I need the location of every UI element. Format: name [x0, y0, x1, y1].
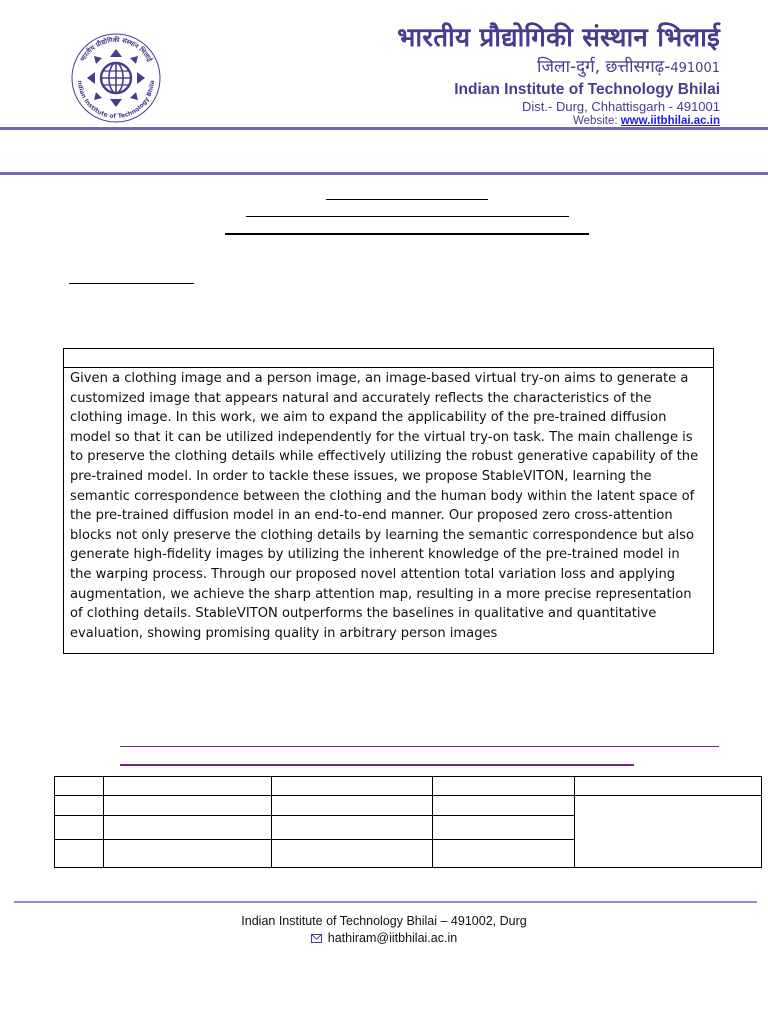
table-cell	[433, 816, 575, 840]
table-cell	[272, 777, 433, 796]
table-cell	[272, 816, 433, 840]
institute-website	[573, 115, 720, 127]
table-cell	[55, 777, 104, 796]
footer-address: Indian Institute of Technology Bhilai – 491002, Durg	[241, 914, 527, 928]
table-cell	[104, 796, 272, 816]
table-cell	[433, 777, 575, 796]
header-divider-bottom	[0, 172, 768, 175]
abstract-header-cell	[64, 349, 713, 368]
blank-line-label	[69, 283, 194, 284]
blank-line-2	[246, 216, 569, 217]
institute-name-english: Indian Institute of Technology Bhilai	[454, 81, 720, 98]
blank-line-3	[225, 233, 589, 235]
pincode-hindi: 491001	[670, 61, 720, 76]
svg-text:Indian Institute of Technology: ndian Institute of Technology Bhila	[75, 79, 157, 121]
institute-logo	[66, 30, 166, 126]
table-cell	[433, 840, 575, 868]
institute-logo-emblem	[66, 30, 166, 126]
abstract-text: Given a clothing image and a person image, an image-based virtual try-on aims to generate a customized image that appears natural and accurately reflects the characteristics of the clothing image. In this work, we aim to expand the applicability of the pre-trained diffusion model so that it can be utilized independently for the virtual try-on task. The main challenge is to preserve the clothing details while effectively utilizing the robust generative capability of the pre-trained model. In order to tackle these issues, we propose StableVITON, learning the semantic correspondence between the clothing and the human body within the latent space of the pre-trained diffusion model in an end-to-end manner. Our proposed zero cross-attention blocks not only preserve the clothing details by learning the semantic correspondence but also generate high-fidelity images by utilizing the inherent knowledge of the pre-trained model in the warping process. Through our proposed novel attention total variation loss and applying augmentation, we achieve the sharp attention map, resulting in a more precise representation of clothing details. StableVITON outperforms the baselines in qualitative and quantitative evaluation, showing promising quality in arbitrary person images	[70, 371, 699, 641]
table-cell	[272, 796, 433, 816]
table-cell	[55, 816, 104, 840]
table-cell	[104, 777, 272, 796]
table-cell	[575, 777, 762, 796]
institute-district: Dist.- Durg, Chhattisgarh - 491001	[522, 99, 720, 114]
institute-location-hindi	[537, 54, 720, 77]
footer-divider	[14, 901, 757, 903]
table-row	[55, 796, 762, 816]
table-cell	[104, 840, 272, 868]
header-divider-top	[0, 127, 768, 130]
abstract-box	[63, 348, 714, 654]
signature-line-1	[120, 746, 719, 747]
table-cell	[104, 816, 272, 840]
institute-name-hindi: भारतीय प्रौद्योगिकी संस्थान भिलाई	[397, 23, 720, 53]
table-cell	[272, 840, 433, 868]
location-hindi-text: जिला-दुर्ग, छत्तीसगढ़-	[537, 57, 671, 77]
table-cell	[433, 796, 575, 816]
details-table	[54, 776, 762, 868]
table-merged-cell	[575, 796, 762, 868]
website-link[interactable]: www.iitbhilai.ac.in	[620, 115, 720, 127]
footer-email[interactable]: hathiram@iitbhilai.ac.in	[327, 931, 458, 945]
table-header-row	[55, 777, 762, 796]
website-label: Website:	[573, 115, 621, 127]
signature-line-2	[120, 764, 634, 766]
footer-email-line	[0, 931, 768, 945]
envelope-icon	[311, 932, 322, 941]
table-cell	[55, 840, 104, 868]
table-cell	[55, 796, 104, 816]
svg-text:भारतीय प्रौद्योगिकी संस्थान भि: भारतीय प्रौद्योगिकी संस्थान भिलाई	[78, 35, 154, 64]
blank-line-1	[326, 199, 488, 200]
